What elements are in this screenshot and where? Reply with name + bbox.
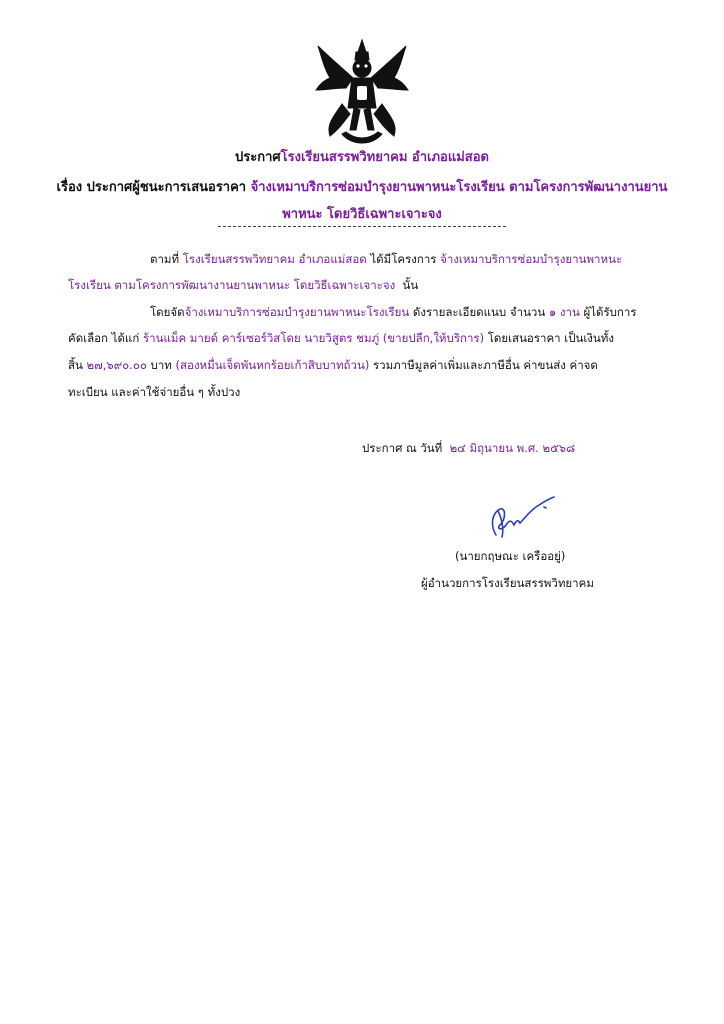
body-line-2: โรงเรียน ตามโครงการพัฒนางานยานพาหนะ โดยวิธีเฉพาะเจาะจง นั้น — [68, 278, 419, 292]
announcement-subject: เรื่อง ประกาศผู้ชนะการเสนอราคา จ้างเหมาบริการซ่อมบำรุงยานพาหนะโรงเรียน ตามโครงการพัฒนางานยาน — [56, 180, 668, 195]
subject-text: จ้างเหมาบริการซ่อมบำรุงยานพาหนะโรงเรียน ตามโครงการพัฒนางานยาน — [250, 180, 668, 195]
announcement-date: ประกาศ ณ วันที่ ๒๔ มิถุนายน พ.ศ. ๒๕๖๘ — [362, 441, 575, 455]
school-name: โรงเรียนสรรพวิทยาคม อำเภอแม่สอด — [280, 150, 489, 165]
signature-icon — [478, 495, 558, 543]
announcement-subject-cont: พาหนะ โดยวิธีเฉพาะเจาะจง — [282, 207, 442, 222]
divider — [218, 226, 506, 227]
body-line-1: ตามที่ โรงเรียนสรรพวิทยาคม อำเภอแม่สอด ได้มีโครงการ จ้างเหมาบริการซ่อมบำรุงยานพาหนะ — [150, 252, 623, 266]
body-line-3: โดยจัดจ้างเหมาบริการซ่อมบำรุงยานพาหนะโรงเรียน ดังรายละเอียดแนบ จำนวน ๑ งาน ผู้ได้รับการ — [150, 305, 637, 319]
body-line-6: ทะเบียน และค่าใช้จ่ายอื่น ๆ ทั้งปวง — [68, 385, 241, 399]
signer-name: (นายกฤษณะ เครืออยู่) — [455, 549, 566, 563]
body-line-5: สิ้น ๒๗,๖๙๐.๐๐ บาท (สองหมื่นเจ็ดพันหกร้อยเก้าสิบบาทถ้วน) รวมภาษีมูลค่าเพิ่มและภาษีอื่น ค่าขนส่ง ค่าจด — [68, 358, 598, 372]
body-line-4: คัดเลือก ได้แก่ ร้านแม็ค มายด์ คาร์เซอร์วิสโดย นายวิสูตร ชมภู่ (ขายปลีก,ให้บริการ) โดยเสนอราคา เป็นเงินทั้ง — [68, 331, 614, 345]
garuda-emblem-icon — [312, 38, 412, 150]
announcement-title: ประกาศโรงเรียนสรรพวิทยาคม อำเภอแม่สอด — [235, 150, 489, 165]
signer-position: ผู้อำนวยการโรงเรียนสรรพวิทยาคม — [421, 576, 594, 590]
